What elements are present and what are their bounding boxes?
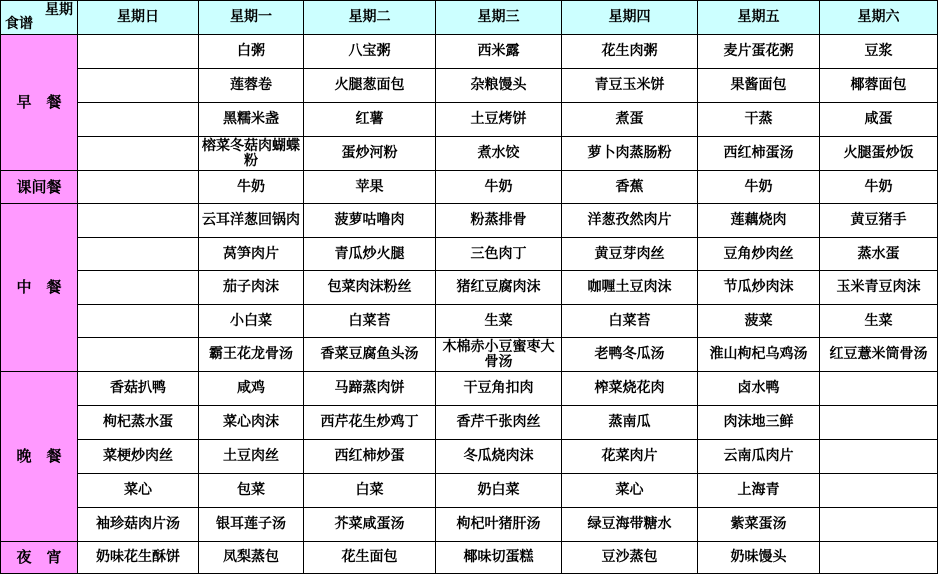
menu-cell: 白粥 [199, 35, 304, 69]
menu-cell: 香菇扒鸭 [78, 372, 199, 406]
meal-row [1, 238, 938, 271]
menu-cell: 煮蛋 [562, 103, 698, 137]
menu-cell: 淮山枸杞乌鸡汤 [698, 338, 820, 372]
menu-cell: 莴笋肉片 [199, 238, 304, 271]
menu-cell: 粉蒸排骨 [436, 204, 562, 238]
day-header-sunday: 星期日 [78, 1, 199, 35]
menu-cell: 干豆角扣肉 [436, 372, 562, 406]
menu-cell: 咖喱土豆肉沫 [562, 271, 698, 305]
menu-cell [820, 474, 938, 508]
menu-cell: 火腿蛋炒饭 [820, 137, 938, 171]
menu-cell [820, 406, 938, 440]
menu-cell: 玉米青豆肉沫 [820, 271, 938, 305]
menu-cell: 节瓜炒肉沫 [698, 271, 820, 305]
menu-cell: 白菜苔 [562, 305, 698, 338]
menu-cell [78, 238, 199, 271]
menu-cell: 马蹄蒸肉饼 [304, 372, 436, 406]
menu-cell: 花菜肉片 [562, 440, 698, 474]
menu-cell: 黑糯米盏 [199, 103, 304, 137]
menu-cell: 火腿葱面包 [304, 69, 436, 103]
menu-cell: 咸鸡 [199, 372, 304, 406]
menu-cell: 西米露 [436, 35, 562, 69]
menu-cell: 西芹花生炒鸡丁 [304, 406, 436, 440]
menu-cell: 绿豆海带糖水 [562, 508, 698, 542]
menu-cell: 椰蓉面包 [820, 69, 938, 103]
menu-cell: 蒸南瓜 [562, 406, 698, 440]
menu-cell: 蒸水蛋 [820, 238, 938, 271]
menu-cell: 卤水鸭 [698, 372, 820, 406]
menu-cell: 奶味花生酥饼 [78, 542, 199, 574]
menu-cell: 花生肉粥 [562, 35, 698, 69]
menu-cell: 莲藕烧肉 [698, 204, 820, 238]
menu-cell [78, 103, 199, 137]
menu-cell: 莲蓉卷 [199, 69, 304, 103]
menu-cell: 牛奶 [436, 171, 562, 204]
menu-cell: 土豆烤饼 [436, 103, 562, 137]
header-row [1, 1, 938, 35]
menu-cell: 三色肉丁 [436, 238, 562, 271]
menu-cell [820, 440, 938, 474]
menu-cell: 白菜 [304, 474, 436, 508]
menu-cell: 肉沫地三鲜 [698, 406, 820, 440]
menu-cell: 牛奶 [698, 171, 820, 204]
menu-cell: 榨菜烧花肉 [562, 372, 698, 406]
menu-cell: 老鸭冬瓜汤 [562, 338, 698, 372]
meal-row [1, 508, 938, 542]
menu-cell: 青瓜炒火腿 [304, 238, 436, 271]
corner-menu-label: 食谱 [5, 16, 33, 32]
meal-row [1, 204, 938, 238]
menu-cell: 奶味馒头 [698, 542, 820, 574]
menu-cell: 冬瓜烧肉沫 [436, 440, 562, 474]
meal-label: 夜 宵 [1, 542, 78, 574]
menu-cell [78, 137, 199, 171]
menu-cell: 菜心肉沫 [199, 406, 304, 440]
menu-cell: 上海青 [698, 474, 820, 508]
menu-cell [820, 508, 938, 542]
menu-cell: 奶白菜 [436, 474, 562, 508]
menu-cell: 豆角炒肉丝 [698, 238, 820, 271]
meal-row [1, 69, 938, 103]
menu-table-body [1, 1, 938, 574]
menu-cell: 包菜肉沫粉丝 [304, 271, 436, 305]
menu-cell: 萝卜肉蒸肠粉 [562, 137, 698, 171]
menu-cell [78, 204, 199, 238]
menu-cell: 蛋炒河粉 [304, 137, 436, 171]
meal-row [1, 137, 938, 171]
menu-cell: 黄豆芽肉丝 [562, 238, 698, 271]
menu-cell [78, 69, 199, 103]
meal-row [1, 171, 938, 204]
meal-label: 课间餐 [1, 171, 78, 204]
day-header-thursday: 星期四 [562, 1, 698, 35]
menu-cell: 咸蛋 [820, 103, 938, 137]
menu-cell: 木棉赤小豆蜜枣大骨汤 [436, 338, 562, 372]
menu-cell: 菜心 [562, 474, 698, 508]
meal-label: 晚 餐 [1, 372, 78, 542]
menu-cell: 榕菜冬菇肉蝴蝶粉 [199, 137, 304, 171]
menu-cell: 枸杞叶猪肝汤 [436, 508, 562, 542]
menu-cell: 土豆肉丝 [199, 440, 304, 474]
menu-cell: 枸杞蒸水蛋 [78, 406, 199, 440]
menu-cell [820, 372, 938, 406]
menu-cell: 凤梨蒸包 [199, 542, 304, 574]
menu-cell: 八宝粥 [304, 35, 436, 69]
menu-cell: 生菜 [820, 305, 938, 338]
day-header-wednesday: 星期三 [436, 1, 562, 35]
menu-cell: 菠萝咕噜肉 [304, 204, 436, 238]
meal-label: 中 餐 [1, 204, 78, 372]
menu-cell: 菠菜 [698, 305, 820, 338]
menu-cell: 红豆薏米筒骨汤 [820, 338, 938, 372]
menu-cell: 杂粮馒头 [436, 69, 562, 103]
menu-cell: 麦片蛋花粥 [698, 35, 820, 69]
menu-cell: 西红柿蛋汤 [698, 137, 820, 171]
menu-cell: 香菜豆腐鱼头汤 [304, 338, 436, 372]
menu-cell: 红薯 [304, 103, 436, 137]
meal-label: 早 餐 [1, 35, 78, 171]
menu-cell: 香芹千张肉丝 [436, 406, 562, 440]
menu-cell: 茄子肉沫 [199, 271, 304, 305]
menu-cell: 猪红豆腐肉沫 [436, 271, 562, 305]
menu-cell: 菜心 [78, 474, 199, 508]
menu-cell: 花生面包 [304, 542, 436, 574]
day-header-tuesday: 星期二 [304, 1, 436, 35]
menu-cell: 洋葱孜然肉片 [562, 204, 698, 238]
menu-cell [78, 271, 199, 305]
menu-cell [78, 305, 199, 338]
meal-row [1, 35, 938, 69]
meal-row [1, 305, 938, 338]
menu-cell [78, 171, 199, 204]
menu-cell: 煮水饺 [436, 137, 562, 171]
meal-row [1, 542, 938, 574]
menu-cell: 云耳洋葱回锅肉 [199, 204, 304, 238]
menu-cell: 豆沙蒸包 [562, 542, 698, 574]
menu-cell: 芥菜咸蛋汤 [304, 508, 436, 542]
meal-row [1, 103, 938, 137]
meal-row [1, 338, 938, 372]
day-header-friday: 星期五 [698, 1, 820, 35]
menu-cell: 苹果 [304, 171, 436, 204]
menu-cell: 菜梗炒肉丝 [78, 440, 199, 474]
menu-cell: 青豆玉米饼 [562, 69, 698, 103]
menu-cell: 霸王花龙骨汤 [199, 338, 304, 372]
menu-cell [820, 542, 938, 574]
menu-cell [78, 338, 199, 372]
menu-cell: 白菜苔 [304, 305, 436, 338]
menu-cell: 牛奶 [820, 171, 938, 204]
menu-cell: 西红柿炒蛋 [304, 440, 436, 474]
day-header-monday: 星期一 [199, 1, 304, 35]
menu-cell: 银耳莲子汤 [199, 508, 304, 542]
menu-cell: 果酱面包 [698, 69, 820, 103]
corner-week-label: 星期 [45, 2, 73, 18]
menu-cell: 椰味切蛋糕 [436, 542, 562, 574]
meal-row [1, 474, 938, 508]
meal-row [1, 372, 938, 406]
meal-row [1, 406, 938, 440]
menu-cell: 黄豆猪手 [820, 204, 938, 238]
meal-row [1, 440, 938, 474]
day-header-saturday: 星期六 [820, 1, 938, 35]
meal-row [1, 271, 938, 305]
menu-cell: 牛奶 [199, 171, 304, 204]
menu-cell: 包菜 [199, 474, 304, 508]
menu-cell: 生菜 [436, 305, 562, 338]
menu-cell [78, 35, 199, 69]
corner-cell [1, 1, 78, 35]
menu-cell: 云南瓜肉片 [698, 440, 820, 474]
menu-cell: 小白菜 [199, 305, 304, 338]
menu-cell: 紫菜蛋汤 [698, 508, 820, 542]
menu-cell: 香蕉 [562, 171, 698, 204]
menu-cell: 豆浆 [820, 35, 938, 69]
menu-cell: 干蒸 [698, 103, 820, 137]
menu-cell: 袖珍菇肉片汤 [78, 508, 199, 542]
